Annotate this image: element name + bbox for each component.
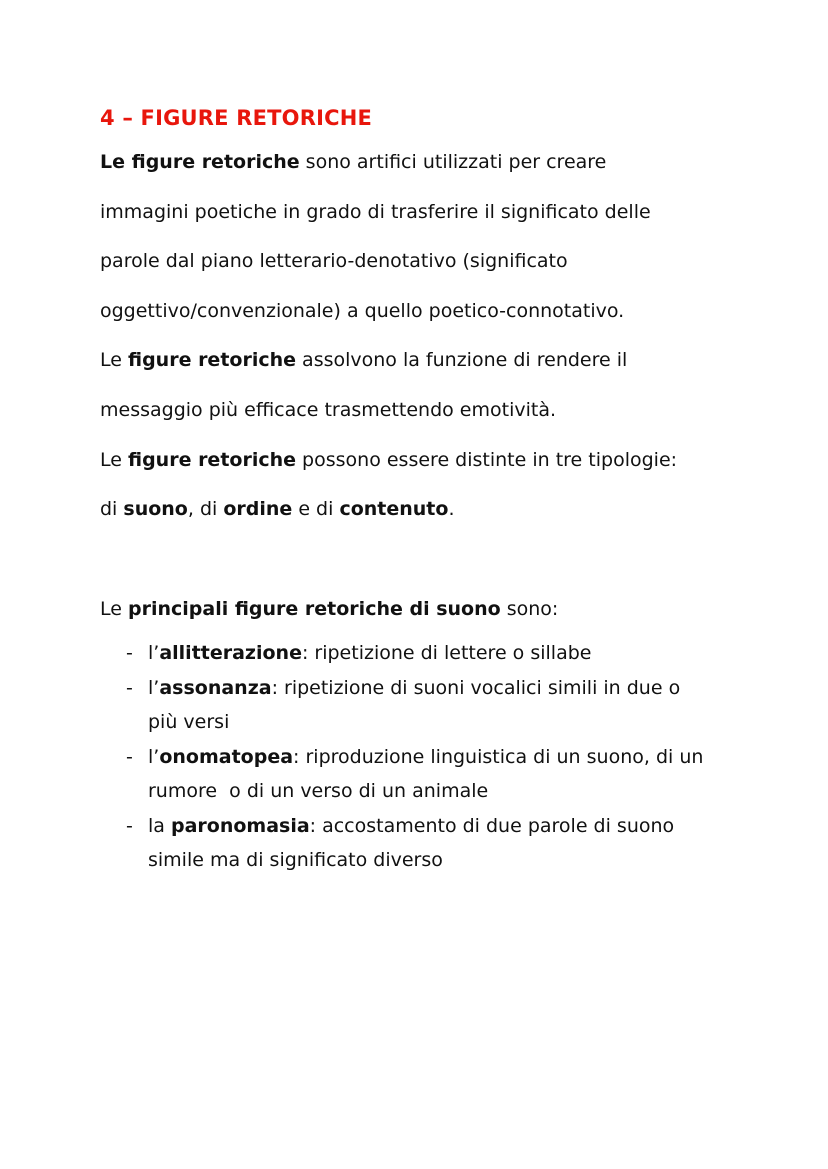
spacer: [100, 535, 760, 585]
bold-term: onomatopea: [159, 745, 294, 768]
paragraph-line: messaggio più efficace trasmettendo emotività.: [100, 398, 557, 421]
section-title: 4 – FIGURE RETORICHE: [100, 106, 373, 130]
list-intro: [100, 584, 760, 634]
figures-list: [100, 636, 760, 878]
bold-term: allitterazione: [159, 642, 302, 665]
text-span: .: [448, 498, 455, 521]
text-span: : ripetizione di suoni vocalici simili in due o: [271, 676, 681, 699]
text-span: assolvono la funzione di rendere il: [296, 349, 628, 372]
bold-term: suono: [123, 498, 188, 521]
paragraph-line: [100, 436, 760, 486]
bold-term: contenuto: [339, 498, 449, 521]
text-span: l’: [148, 745, 160, 768]
list-item: [100, 809, 760, 878]
text-span: sono:: [500, 598, 559, 621]
bold-term: assonanza: [159, 676, 272, 699]
paragraph-line: [100, 336, 760, 386]
paragraph-line: [100, 485, 760, 535]
text-span: : riproduzione linguistica di un suono, di un: [293, 745, 704, 768]
text-span: rumore o di un verso di un animale: [148, 780, 489, 803]
text-span: Le: [100, 598, 128, 621]
bold-term: figure retoriche: [127, 349, 297, 372]
bold-term: paronomasia: [170, 814, 310, 837]
list-item: [100, 740, 760, 809]
text-span: Le: [100, 349, 128, 372]
bold-term: figure retoriche: [127, 448, 297, 471]
text-span: simile ma di significato diverso: [148, 849, 443, 872]
paragraph-function: [100, 336, 760, 435]
text-span: : ripetizione di lettere o sillabe: [301, 642, 592, 665]
list-item: [100, 671, 760, 740]
text-span: , di: [187, 498, 224, 521]
paragraph-line: immagini poetiche in grado di trasferire il significato delle: [100, 200, 651, 223]
paragraph-line: [100, 138, 760, 188]
text-span: sono artifici utilizzati per creare: [299, 151, 607, 173]
bold-term: principali figure retoriche di suono: [127, 598, 501, 621]
document-page: [100, 102, 760, 878]
paragraph-line: oggettivo/convenzionale) a quello poetico-connotativo.: [100, 299, 625, 322]
list-dash: -: [126, 676, 133, 699]
text-span: possono essere distinte in tre tipologie:: [296, 448, 678, 471]
list-dash: -: [126, 642, 133, 665]
list-item: [100, 636, 760, 671]
text-span: l’: [148, 676, 160, 699]
text-span: più versi: [148, 711, 230, 734]
text-span: di: [100, 498, 124, 521]
text-span: Le: [100, 448, 128, 471]
bold-term: ordine: [223, 498, 293, 521]
bold-term: Le figure retoriche: [100, 151, 300, 173]
paragraph-definition: [100, 138, 760, 336]
paragraph-types: [100, 436, 760, 535]
text-span: e di: [292, 498, 340, 521]
list-dash: -: [126, 745, 133, 768]
text-span: : accostamento di due parole di suono: [309, 814, 675, 837]
text-span: l’: [148, 642, 160, 665]
list-dash: -: [126, 814, 133, 837]
paragraph-line: parole dal piano letterario-denotativo (significato: [100, 250, 568, 273]
text-span: la: [148, 814, 171, 837]
